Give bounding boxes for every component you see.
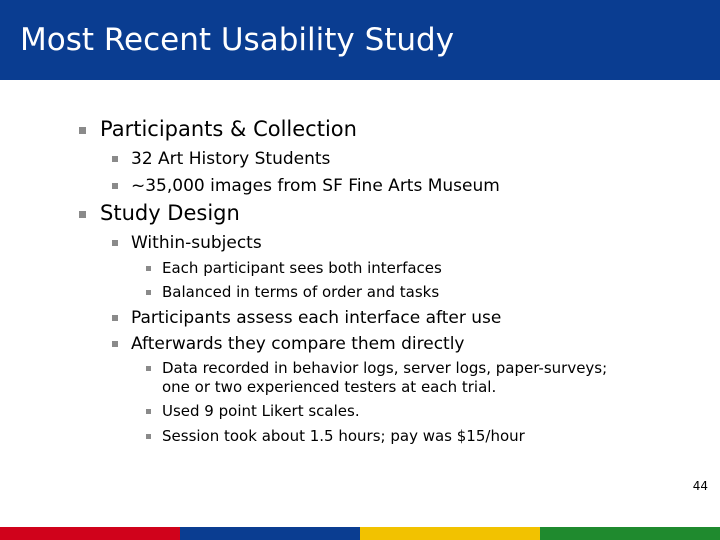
bullet-marker <box>146 290 151 295</box>
page-number: 44 <box>692 479 708 493</box>
bullet-marker <box>146 266 151 271</box>
slide-title: Most Recent Usability Study <box>20 22 455 58</box>
bullet-marker <box>146 434 151 439</box>
bullet-data-recorded: Data recorded in behavior logs, server logs, paper-surveys; <box>162 359 608 377</box>
bullet-marker <box>146 409 151 414</box>
bullet-participants-collection: Participants & Collection <box>100 117 357 141</box>
bullet-both-interfaces: Each participant sees both interfaces <box>162 259 442 277</box>
bullet-within-subjects: Within-subjects <box>131 233 262 253</box>
bullet-marker <box>79 127 86 134</box>
footer-color-bar <box>0 527 720 540</box>
footer-segment-blue <box>180 527 360 540</box>
bullet-marker <box>146 366 151 371</box>
bullet-marker <box>112 183 118 189</box>
bullet-marker <box>112 156 118 162</box>
bullet-study-design: Study Design <box>100 201 240 225</box>
bullet-likert-scales: Used 9 point Likert scales. <box>162 402 360 420</box>
bullet-marker <box>79 211 86 218</box>
bullet-session-duration-pay: Session took about 1.5 hours; pay was $15/hour <box>162 427 525 445</box>
footer-segment-yellow <box>360 527 540 540</box>
bullet-assess-each-interface: Participants assess each interface after use <box>131 308 502 328</box>
bullet-marker <box>112 240 118 246</box>
bullet-compare-directly: Afterwards they compare them directly <box>131 334 465 354</box>
bullet-marker <box>112 341 118 347</box>
footer-segment-red <box>0 527 180 540</box>
bullet-data-recorded-continued: one or two experienced testers at each trial. <box>162 378 497 396</box>
bullet-marker <box>112 315 118 321</box>
bullet-images-sf-museum: ~35,000 images from SF Fine Arts Museum <box>131 176 500 196</box>
footer-segment-green <box>540 527 720 540</box>
bullet-balanced-order-tasks: Balanced in terms of order and tasks <box>162 283 440 301</box>
bullet-art-history-students: 32 Art History Students <box>131 149 331 169</box>
